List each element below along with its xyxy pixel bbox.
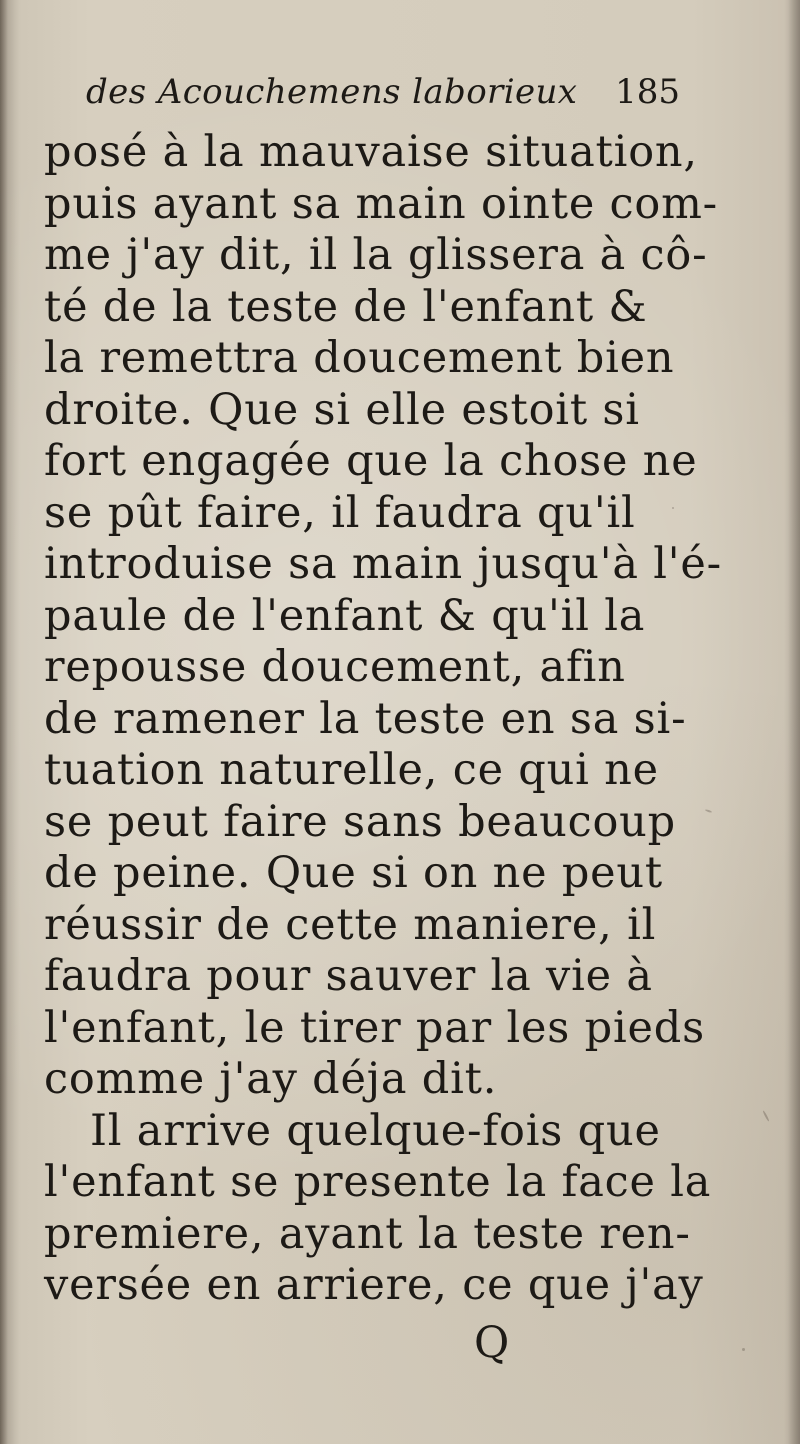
text-line: posé à la mauvaise situation, <box>44 127 698 177</box>
page-body <box>44 127 723 1312</box>
text-line: té de la teste de l'enfant & <box>44 281 648 332</box>
text-line: de peine. Que si on ne peut <box>44 848 664 898</box>
paper-speck <box>672 507 674 509</box>
text-line: l'enfant se presente la face la <box>44 1157 712 1207</box>
paper-speck <box>705 809 712 813</box>
text-line: puis ayant sa main ointe com- <box>44 178 719 229</box>
text-line: comme j'ay déja dit. <box>44 1054 498 1104</box>
running-header <box>86 66 680 118</box>
text-line: de ramener la teste en sa si- <box>44 693 687 744</box>
text-line: droite. Que si elle estoit si <box>44 384 640 435</box>
text-line: tuation naturelle, ce qui ne <box>44 745 659 795</box>
text-line: introduise sa main jusqu'à l'é- <box>44 539 723 589</box>
text-line: se peut faire sans beaucoup <box>44 796 676 847</box>
running-title: des Acouchemens laborieux <box>86 72 578 112</box>
paper-speck <box>610 145 612 147</box>
text-line: réussir de cette maniere, il <box>44 899 657 950</box>
signature-mark: Q <box>474 1318 510 1368</box>
text-line: la remettra doucement bien <box>44 333 675 383</box>
text-line: premiere, ayant la teste ren- <box>44 1208 691 1259</box>
paragraph-start-line: Il arrive quelque-fois que <box>90 1105 661 1156</box>
text-line: repousse doucement, afin <box>44 642 626 692</box>
text-line: l'enfant, le tirer par les pieds <box>44 1002 705 1053</box>
gutter-shadow <box>0 0 20 1444</box>
text-line: se pût faire, il faudra qu'il <box>44 487 636 538</box>
paper-speck <box>762 1110 769 1122</box>
text-line: fort engagée que la chose ne <box>44 436 698 486</box>
text-line: me j'ay dit, il la glissera à cô- <box>44 230 708 280</box>
text-line: versée en arriere, ce que j'ay <box>44 1260 704 1310</box>
text-line: faudra pour sauver la vie à <box>44 951 653 1001</box>
page-edge-shadow <box>788 0 800 1444</box>
page-number: 185 <box>615 72 680 112</box>
paper-speck <box>742 1348 745 1351</box>
text-line: paule de l'enfant & qu'il la <box>44 590 646 641</box>
